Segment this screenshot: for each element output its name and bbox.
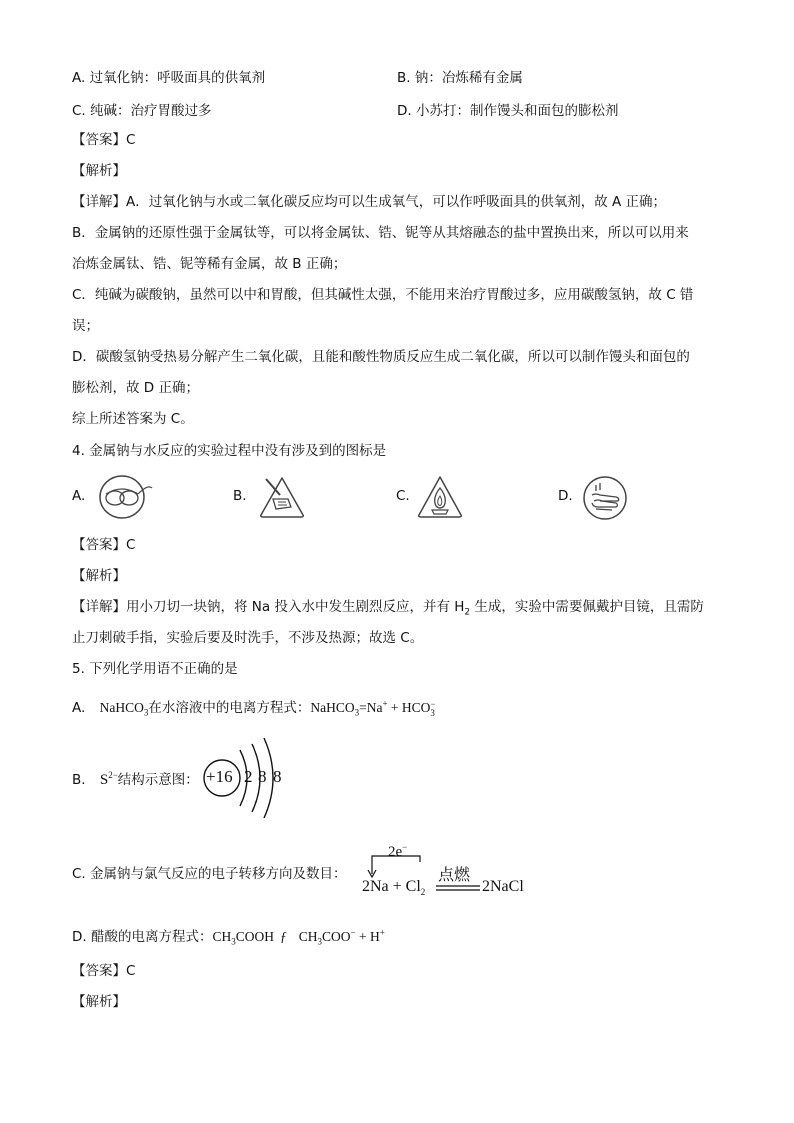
q5-option-b [72,768,199,789]
subscript: 3 [317,936,323,947]
q4-detail-text: 【详解】用小刀切一块钠，将 Na 投入水中发生剧烈反应，并有 H [72,599,465,615]
shell-electrons: 8 [273,767,282,786]
q4-label-c: C. [396,488,410,504]
q5-analysis-heading: 【解析】 [72,994,126,1010]
q3-answer: 【答案】C [72,132,136,148]
ion-symbol [100,772,118,788]
equilibrium-symbol: ƒ [280,929,287,944]
q4-detail-text: 生成，实验中需要佩戴护目镜，且需防 [470,599,704,615]
q3-detail-line: 误； [72,318,99,334]
sulfide-ion-structure-diagram [200,736,300,820]
option-label: A. [72,700,86,716]
electron-transfer-diagram [360,840,540,900]
superscript: − [350,927,356,938]
q3-option-b: B. 钠：冶炼稀有金属 [397,70,523,86]
electron-count [388,842,407,861]
option-text: 结构示意图： [117,772,199,788]
q4-label-d: D. [558,488,573,504]
subscript: 3 [231,936,236,947]
q4-label-b: B. [233,488,247,504]
q3-detail-line: C．纯碱为碳酸钠，虽然可以中和胃酸，但其碱性太强，不能用来治疗胃酸过多，应用碳酸氢钠，故 C 错 [72,287,694,303]
formula-text: 2e [388,844,403,860]
subscript: 2 [464,607,471,618]
q5-stem: 5. 下列化学用语不正确的是 [72,661,238,677]
sharp-object-icon [258,475,306,523]
subscript: 3 [430,707,435,718]
option-text: 在水溶液中的电离方程式： [148,700,311,716]
q3-option-c: C. 纯碱：治疗胃酸过多 [72,103,212,119]
formula-text: + H [355,929,380,944]
superscript: − [402,842,408,852]
nucleus-charge: +16 [206,767,233,786]
shell-electrons: 8 [258,767,267,786]
q3-detail-line: D．碳酸氢钠受热易分解产生二氧化碳，且能和酸性物质反应生成二氧化碳，所以可以制作馒头和面包的 [72,349,690,365]
q3-option-a: A. 过氧化钠：呼吸面具的供氧剂 [72,70,266,86]
formula-text: COOH [235,929,275,944]
q4-detail-line: 止刀刺破手指，实验后要及时洗手，不涉及热源；故选 C。 [72,630,424,646]
shell-electrons: 2 [244,767,253,786]
q4-stem: 4. 金属钠与水反应的实验过程中没有涉及到的图标是 [72,443,387,459]
formula-text: NaHCO [310,700,355,715]
q5-option-a [72,696,435,718]
heat-source-icon [416,474,464,524]
reaction-condition: 点燃 [438,865,471,884]
q3-detail-line: 【详解】A．过氧化钠与水或二氧化碳反应均可以生成氧气，可以作呼吸面具的供氧剂，故 A 正确； [72,194,667,210]
subscript: 3 [354,707,360,718]
q5-option-c-label: C. 金属钠与氯气反应的电子转移方向及数目： [72,866,347,882]
superscript: + [382,698,388,709]
product: 2NaCl [482,878,524,895]
formula-text: + HCO [387,700,431,715]
reactants [362,878,425,897]
option-text: D. 醋酸的电离方程式： [72,929,213,945]
hand-washing-icon [582,475,628,525]
subscript: 2 [420,887,426,898]
q3-option-d: D. 小苏打：制作馒头和面包的膨松剂 [397,103,619,119]
q4-answer: 【答案】C [72,537,136,553]
superscript: − [430,698,436,709]
ionization-equation [310,698,436,718]
formula [99,700,149,718]
formula-text: NaHCO [99,700,144,715]
formula-text: CH [298,929,318,944]
superscript: 2− [108,770,118,780]
q4-detail-line [72,597,704,623]
subscript: 3 [143,707,149,718]
q3-analysis-heading: 【解析】 [72,163,126,179]
q5-answer: 【答案】C [72,963,136,979]
formula-text: CH [212,929,232,944]
formula-text: COO [322,929,351,944]
q4-label-a: A. [72,488,86,504]
ionization-equation [212,927,385,947]
formula-text: =Na [359,700,383,715]
q3-detail-line: 膨松剂，故 D 正确； [72,380,199,396]
q3-detail-line: B．金属钠的还原性强于金属钛等，可以将金属钛、锆、铌等从其熔融态的盐中置换出来，所以可以用来 [72,225,689,241]
formula-text: S [99,772,109,788]
q3-summary: 综上所述答案为 C。 [72,411,194,427]
q3-detail-line: 冶炼金属钛、锆、铌等稀有金属，故 B 正确； [72,256,347,272]
formula-text: 2Na + Cl [362,878,421,895]
q5-option-d [72,925,385,947]
goggles-icon [98,474,154,524]
q4-analysis-heading: 【解析】 [72,568,126,584]
option-label: B. [72,772,86,788]
superscript: + [379,927,385,938]
